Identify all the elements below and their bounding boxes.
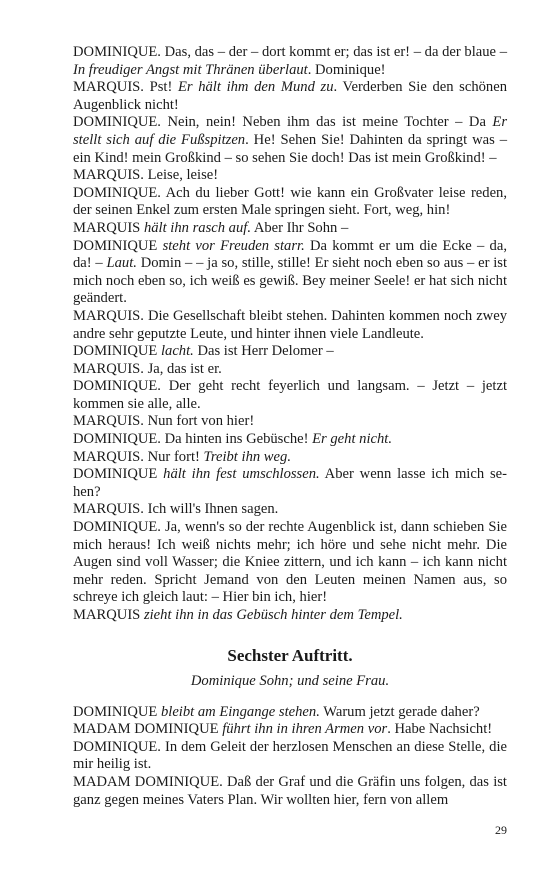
stage-direction: Laut. bbox=[106, 255, 137, 272]
stage-direction: lacht. bbox=[160, 343, 194, 360]
dialogue-text: . Dominique! bbox=[307, 61, 386, 78]
dialogue-paragraph bbox=[73, 378, 507, 413]
dialogue-paragraph bbox=[73, 466, 507, 501]
stage-direction: Er hält ihm den Mund zu bbox=[177, 79, 334, 96]
dialogue-text: MARQUIS. Nur fort! bbox=[73, 448, 204, 465]
dialogue-text: Aber wenn lasse ich mich sehen? bbox=[73, 466, 507, 500]
dialogue-paragraph bbox=[73, 167, 507, 185]
dialogue-paragraph bbox=[73, 721, 507, 739]
dialogue-paragraph bbox=[73, 220, 507, 238]
stage-direction: Er geht nicht. bbox=[312, 431, 392, 448]
dialogue-paragraph bbox=[73, 185, 507, 220]
dialogue-text: Das ist Herr Delomer – bbox=[193, 343, 334, 360]
dialogue-paragraph bbox=[73, 501, 507, 519]
dialogue-text: DOMINIQUE bbox=[73, 703, 161, 720]
dialogue-text: DOMINIQUE. Ja, wenn's so der rechte Augenblick ist, dann schieben Sie mich heraus! Ich weiß nichts mehr; ich höre und sehe nicht mehr. Die Augen sind voll Wasser; die Kniee zittern, und ich kann – ich kann nicht mehr reden. Spricht Jemand von den Leuten meinen Namen aus, so schreye ich gleich laut: – Hier bin ich, hier! bbox=[73, 519, 507, 606]
dialogue-text: DOMINIQUE. Nein, nein! Neben ihm das ist meine Tochter – Da bbox=[73, 114, 493, 131]
dialogue-text: MARQUIS. Ja, das ist er. bbox=[73, 360, 222, 377]
dialogue-text: DOMINIQUE bbox=[73, 343, 161, 360]
stage-direction: Er stellt sich auf die Fußspitzen bbox=[73, 114, 507, 148]
page-number: 29 bbox=[495, 823, 507, 837]
dialogue-paragraph bbox=[73, 343, 507, 361]
dialogue-text: MARQUIS. Nun fort von hier! bbox=[73, 413, 255, 430]
dialogue-block-before-scene bbox=[73, 44, 507, 625]
dialogue-paragraph bbox=[73, 431, 507, 449]
dialogue-text: MADAM DOMINIQUE. Daß der Graf und die Gräfin uns folgen, das ist ganz gegen meines Vaters Plan. Wir wollten hier, fern von allem bbox=[73, 773, 507, 808]
dialogue-paragraph bbox=[73, 774, 507, 809]
dialogue-paragraph bbox=[73, 739, 507, 774]
dialogue-text: . He! Sehen Sie! Dahinten da springt was – ein Kind! mein Großkind – so sehen Sie doch! Das ist mein Großkind! – bbox=[73, 131, 507, 166]
dialogue-paragraph bbox=[73, 361, 507, 379]
dialogue-text: Aber Ihr Sohn – bbox=[250, 219, 349, 236]
dialogue-paragraph bbox=[73, 238, 507, 308]
dialogue-text: DOMINIQUE. Das, das – der – dort kommt er; das ist er! – da der blaue – bbox=[73, 44, 507, 60]
dialogue-text: DOMINIQUE bbox=[73, 237, 163, 254]
dialogue-text: MADAM DOMINIQUE bbox=[73, 721, 223, 738]
dialogue-text: . Habe Nachsicht! bbox=[387, 721, 493, 738]
stage-direction: hält ihn rasch auf. bbox=[143, 219, 251, 236]
dialogue-text: MARQUIS. Ich will's Ihnen sagen. bbox=[73, 501, 279, 518]
dialogue-text: MARQUIS. Leise, leise! bbox=[73, 167, 219, 184]
dialogue-text: MARQUIS. Pst! bbox=[73, 79, 178, 96]
dialogue-text: MARQUIS. Die Gesellschaft bleibt stehen. Dahinten kommen noch zwey andre sehr geputzte Leute, und hinter ihnen viele Landleute. bbox=[73, 307, 507, 342]
dialogue-text: DOMINIQUE bbox=[73, 466, 164, 483]
dialogue-text: . Verderben Sie den schönen Augenblick nicht! bbox=[73, 79, 508, 113]
page-body bbox=[73, 44, 507, 809]
stage-direction: hält ihn fest umschlossen. bbox=[163, 466, 320, 483]
dialogue-text: MARQUIS bbox=[73, 219, 144, 236]
dialogue-text: MARQUIS bbox=[73, 607, 144, 623]
stage-direction: zieht ihn in das Gebüsch hinter dem Tempel. bbox=[143, 607, 403, 623]
dialogue-text: DOMINIQUE. Da hinten ins Gebüsche! bbox=[73, 431, 313, 448]
stage-direction: führt ihn in ihren Armen vor bbox=[222, 721, 388, 738]
dialogue-text: DOMINIQUE. In dem Geleit der herzlosen Menschen an diese Stelle, die mir heilig ist. bbox=[73, 738, 507, 773]
scene-cast-line: Dominique Sohn; und seine Frau. bbox=[190, 672, 390, 689]
dialogue-paragraph bbox=[73, 413, 507, 431]
stage-direction: steht vor Freuden starr. bbox=[162, 237, 305, 254]
stage-direction: In freudiger Angst mit Thränen überlaut bbox=[73, 61, 308, 78]
dialogue-paragraph bbox=[73, 44, 507, 79]
dialogue-text: DOMINIQUE. Der geht recht feyerlich und langsam. – Jetzt – jetzt kommen sie alle, alle. bbox=[73, 378, 507, 412]
stage-direction: bleibt am Eingange stehen. bbox=[160, 703, 320, 720]
dialogue-text: DOMINIQUE. Ach du lieber Gott! wie kann ein Großvater leise reden, der seinen Enkel zum ersten Male springen sieht. Fort, weg, hin! bbox=[73, 184, 507, 219]
dialogue-paragraph bbox=[73, 607, 507, 625]
dialogue-text: Da kommt er um die Ecke – da, da! – bbox=[73, 237, 507, 272]
dialogue-text: Warum jetzt gerade daher? bbox=[319, 703, 480, 720]
dialogue-paragraph bbox=[73, 704, 507, 722]
dialogue-paragraph bbox=[73, 79, 507, 114]
scene-heading: Sechster Auftritt. bbox=[227, 645, 353, 665]
dialogue-paragraph bbox=[73, 449, 507, 467]
dialogue-paragraph bbox=[73, 308, 507, 343]
dialogue-paragraph bbox=[73, 114, 507, 167]
stage-direction: Treibt ihn weg. bbox=[203, 448, 291, 465]
dialogue-paragraph bbox=[73, 519, 507, 607]
dialogue-text: Domin – – ja so, stille, stille! Er sieht noch eben so aus – er ist mich noch eben so, ich weiß es gewiß. Bey meiner Seele! er hat sich nicht geändert. bbox=[73, 255, 508, 307]
dialogue-block-after-scene bbox=[73, 704, 507, 810]
